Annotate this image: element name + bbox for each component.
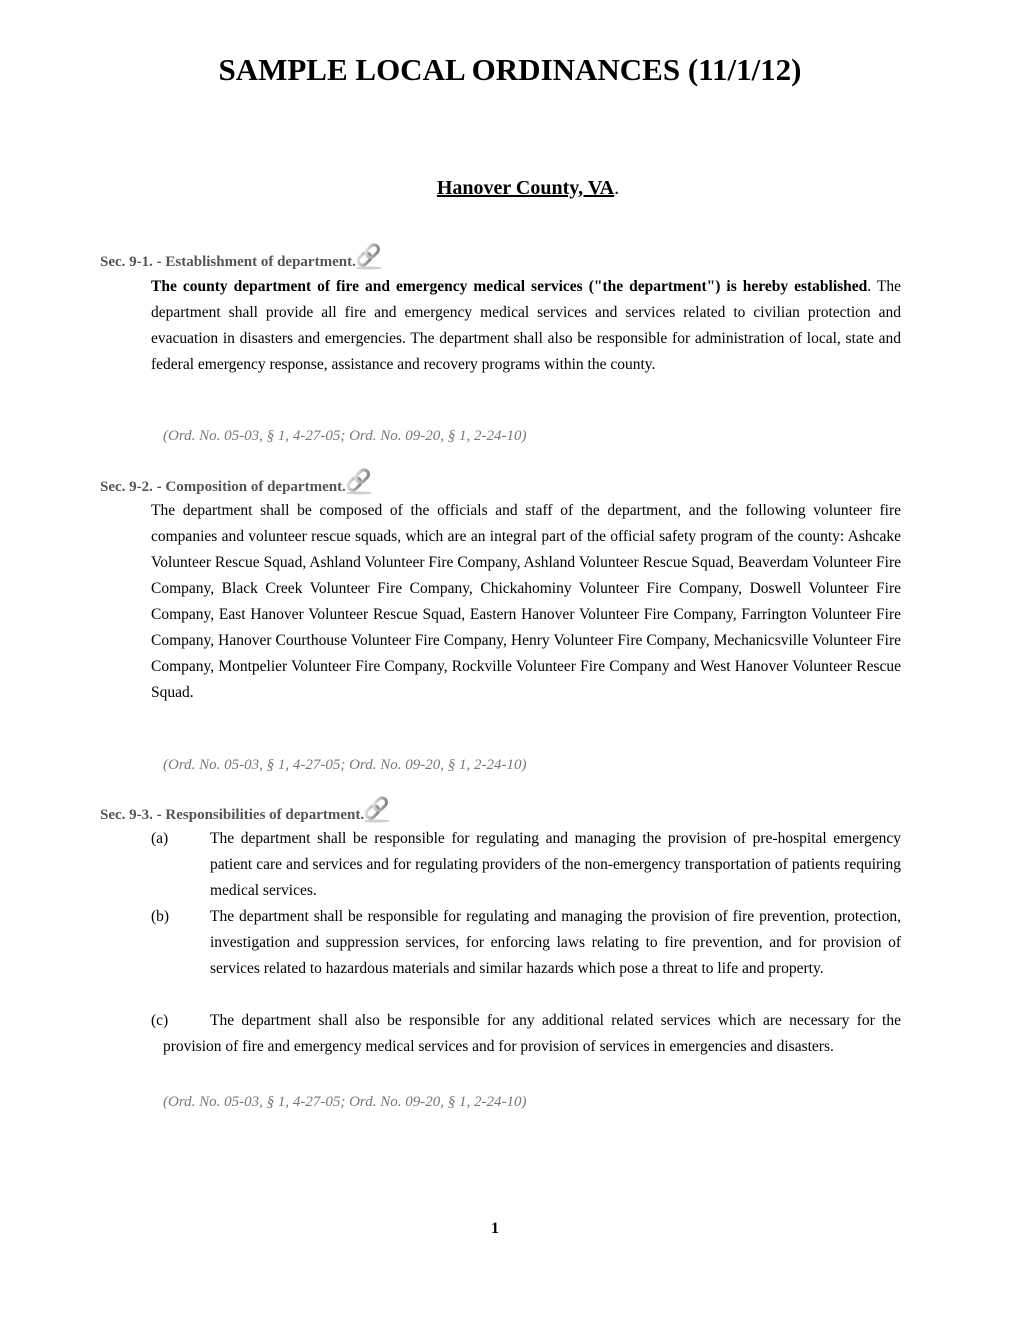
item-label: (b) <box>151 908 170 925</box>
responsibility-item-b <box>151 904 901 982</box>
section-body-9-1 <box>151 274 901 378</box>
county-name: Hanover County, VA <box>436 177 615 199</box>
county-heading <box>0 177 1020 200</box>
section-heading-9-3 <box>100 793 392 824</box>
section-heading-text: Sec. 9-3. - Responsibilities of department. <box>100 807 365 823</box>
item-label: (c) <box>151 1012 169 1029</box>
section-body-9-2: The department shall be composed of the officials and staff of the department, and the following volunteer fire companies and volunteer rescue squads, which are an integral part of the official safety program of the county: Ashcake Volunteer Rescue Squad, Ashland Volunteer Fire Company, Ashland Volunteer Rescue Squad, Beaverdam Volunteer Fire Company, Black Creek Volunteer Fire Company, Chickahominy Volunteer Fire Company, Doswell Volunteer Fire Company, East Hanover Volunteer Rescue Squad, Eastern Hanover Volunteer Fire Company, Farrington Volunteer Fire Company, Hanover Courthouse Volunteer Fire Company, Henry Volunteer Fire Company, Mechanicsville Volunteer Fire Company, Montpelier Volunteer Fire Company, Rockville Volunteer Fire Company and West Hanover Volunteer Rescue Squad. <box>151 502 901 701</box>
section-history-9-1: (Ord. No. 05-03, § 1, 4-27-05; Ord. No. 09-20, § 1, 2-24-10) <box>163 428 527 444</box>
document-title: SAMPLE LOCAL ORDINANCES (11/1/12) <box>218 52 802 87</box>
chain-link-icon[interactable] <box>362 793 392 823</box>
responsibility-item-c <box>151 1008 901 1060</box>
responsibility-item-a <box>151 826 901 904</box>
section-body-bold: The county department of fire and emergency medical services ("the department") is hereby established <box>151 278 868 295</box>
section-history-9-3: (Ord. No. 05-03, § 1, 4-27-05; Ord. No. 09-20, § 1, 2-24-10) <box>163 1094 527 1110</box>
item-text: The department shall be responsible for regulating and managing the provision of fire prevention, protection, investigation and suppression services, for enforcing laws relating to fire prevention, and for provision of services related to hazardous materials and similar hazards which pose a threat to life and property. <box>210 908 901 977</box>
item-text: The department shall be responsible for regulating and managing the provision of pre-hospital emergency patient care and services and for regulating providers of the non-emergency transportation of patients requiring medical services. <box>210 830 901 899</box>
item-label: (a) <box>151 830 169 847</box>
section-heading-9-1 <box>100 240 384 271</box>
section-heading-text: Sec. 9-1. - Establishment of department. <box>100 254 356 270</box>
chain-link-icon[interactable] <box>344 465 374 495</box>
section-history-9-2: (Ord. No. 05-03, § 1, 4-27-05; Ord. No. 09-20, § 1, 2-24-10) <box>163 757 527 773</box>
item-text: The department shall also be responsible for any additional related services which are necessary for the provision of fire and emergency medical services and for provision of services in emergencies and disasters. <box>163 1012 901 1055</box>
page-number: 1 <box>491 1220 499 1237</box>
chain-link-icon[interactable] <box>354 240 384 270</box>
county-suffix: . <box>614 177 620 199</box>
section-body-text: . The department shall provide all fire and emergency medical services and services related to civilian protection and evacuation in disasters and emergencies. The department shall also be responsible for administration of local, state and federal emergency response, assistance and recovery programs within the county. <box>151 278 901 373</box>
section-heading-text: Sec. 9-2. - Composition of department. <box>100 479 346 495</box>
section-heading-9-2 <box>100 465 374 496</box>
